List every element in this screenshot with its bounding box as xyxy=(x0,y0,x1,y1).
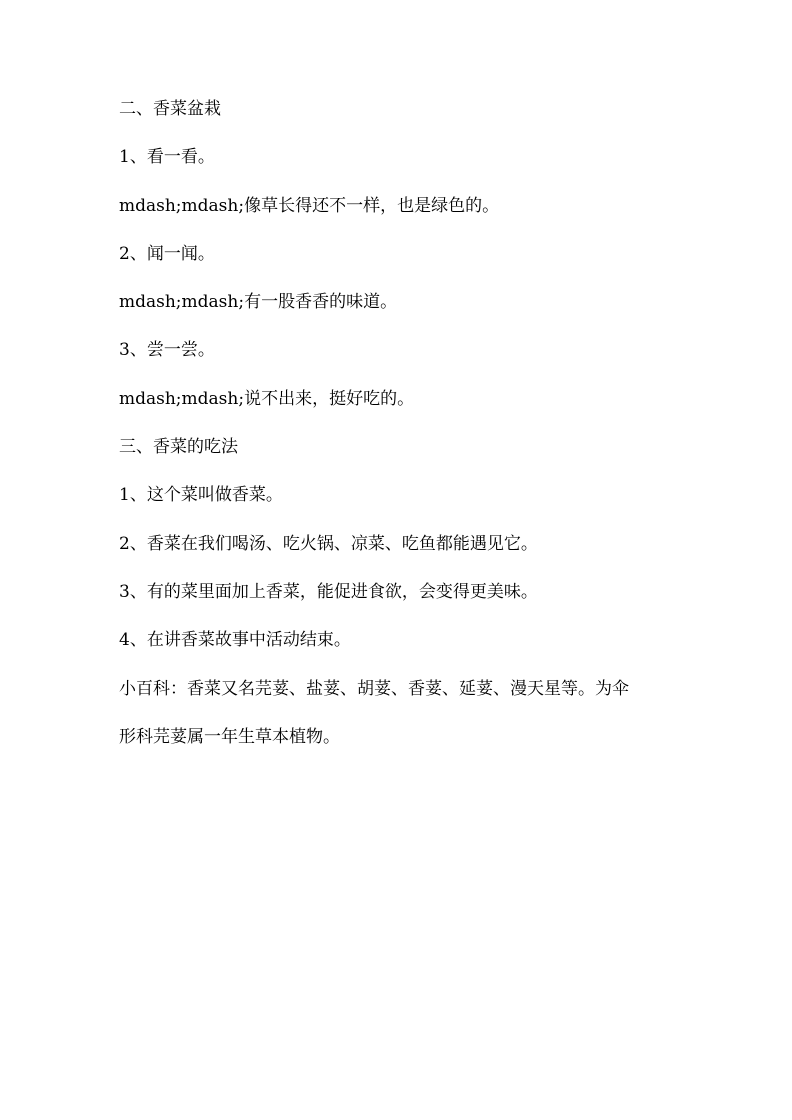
encyclopedia-note-line-1: 小百科：香菜又名芫荽、盐荽、胡荽、香荽、延荽、漫天星等。为伞 xyxy=(119,678,629,699)
step-taste: 3、尝一尝。 xyxy=(119,340,215,361)
eat-point-3: 3、有的菜里面加上香菜，能促进食欲，会变得更美味。 xyxy=(119,581,538,602)
eat-point-4: 4、在讲香菜故事中活动结束。 xyxy=(119,630,351,651)
section-heading-potted-coriander: 二、香菜盆栽 xyxy=(119,99,221,119)
step-smell: 2、闻一闻。 xyxy=(119,243,215,264)
document-body xyxy=(119,93,689,769)
section-heading-how-to-eat: 三、香菜的吃法 xyxy=(119,437,238,458)
step-look: 1、看一看。 xyxy=(119,147,215,168)
encyclopedia-note-line-2: 形科芫荽属一年生草本植物。 xyxy=(119,726,340,747)
eat-point-2: 2、香菜在我们喝汤、吃火锅、凉菜、吃鱼都能遇见它。 xyxy=(119,533,538,554)
answer-taste: mdash;mdash;说不出来，挺好吃的。 xyxy=(119,388,415,409)
eat-point-1: 1、这个菜叫做香菜。 xyxy=(119,485,283,506)
answer-smell: mdash;mdash;有一股香香的味道。 xyxy=(119,292,398,313)
answer-look: mdash;mdash;像草长得还不一样，也是绿色的。 xyxy=(119,195,500,216)
